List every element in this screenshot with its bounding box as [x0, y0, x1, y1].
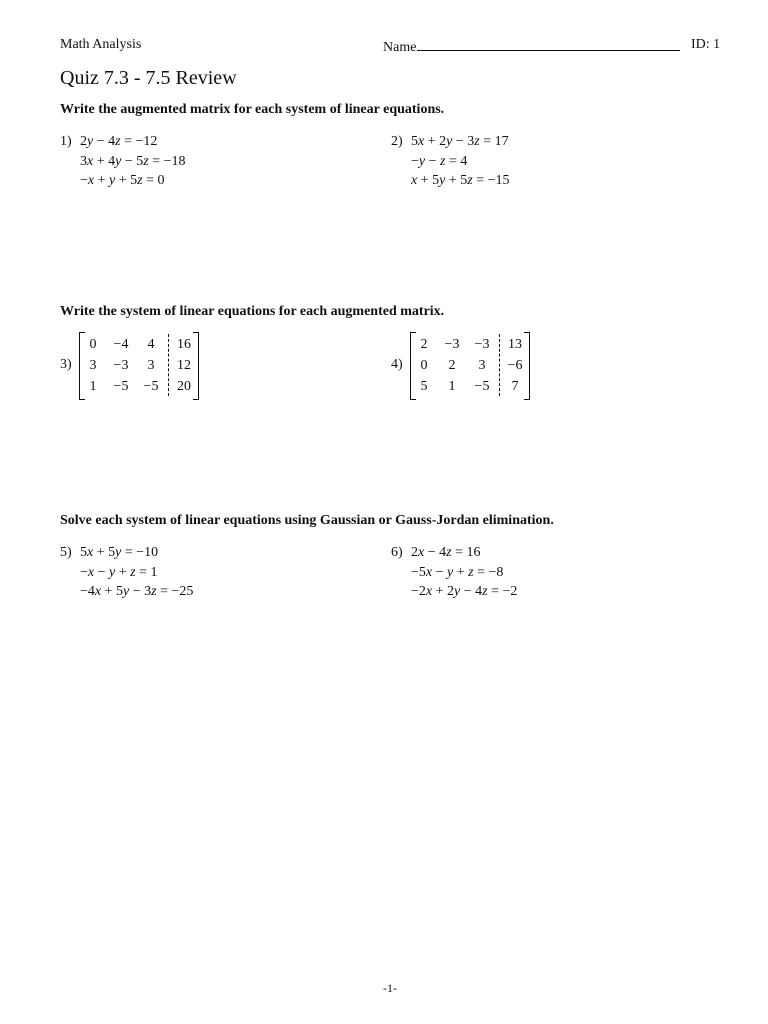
matrix-cell: 7 — [511, 379, 519, 394]
name-label: Name — [383, 40, 417, 55]
equation-line: −2x + 2y − 4z = −2 — [411, 584, 518, 599]
problem-1-number: 1) — [60, 134, 72, 149]
matrix-cell: −5 — [143, 379, 159, 394]
equation-line: −5x − y + z = −8 — [411, 564, 504, 580]
right-bracket — [524, 332, 530, 400]
matrix-cell: −6 — [507, 358, 523, 373]
problem-4-number: 4) — [391, 357, 403, 372]
matrix-cell: 4 — [147, 337, 155, 352]
problem-1-equations — [80, 132, 186, 191]
matrix-cell: 16 — [177, 337, 191, 352]
page-number: -1- — [383, 981, 397, 995]
matrix-cell: −4 — [113, 337, 129, 352]
matrix-cell: 20 — [177, 379, 191, 394]
section-solve-instructions: Solve each system of linear equations using Gaussian or Gauss-Jordan elimination. — [60, 513, 554, 528]
equation-line: 3x + 4y − 5z = −18 — [80, 153, 186, 169]
equation-line: x + 5y + 5z = −15 — [411, 173, 510, 188]
course-name: Math Analysis — [60, 37, 142, 52]
matrix-cell: 1 — [89, 379, 97, 394]
matrix-cell: 3 — [89, 358, 97, 373]
equation-line: 2y − 4z = −12 — [80, 134, 158, 149]
matrix-cell: 0 — [420, 358, 428, 373]
problem-4-matrix — [410, 332, 532, 402]
name-blank-line — [417, 37, 680, 51]
equation-line: −x + y + 5z = 0 — [80, 173, 165, 188]
augment-divider — [499, 334, 500, 396]
matrix-cell: 2 — [448, 358, 456, 373]
equation-line: 2x − 4z = 16 — [411, 545, 481, 560]
problem-5-number: 5) — [60, 545, 72, 560]
problem-2-number: 2) — [391, 134, 403, 149]
matrix-cell: −5 — [113, 379, 129, 394]
equation-line: −4x + 5y − 3z = −25 — [80, 584, 194, 599]
matrix-cell: 13 — [508, 337, 522, 352]
matrix-cell: 3 — [147, 358, 155, 373]
problem-3-matrix — [79, 332, 201, 402]
matrix-cell: −5 — [474, 379, 490, 394]
problem-3-number: 3) — [60, 357, 72, 372]
problem-2-equations — [411, 132, 510, 191]
matrix-cell: 12 — [177, 358, 191, 373]
section-augmented-instructions: Write the augmented matrix for each system of linear equations. — [60, 102, 445, 117]
matrix-cell: 5 — [420, 379, 428, 394]
matrix-cell: −3 — [444, 337, 460, 352]
equation-line: −x − y + z = 1 — [80, 564, 158, 580]
section-system-instructions: Write the system of linear equations for each augmented matrix. — [60, 304, 445, 319]
matrix-cell: 1 — [448, 379, 456, 394]
matrix-cell: −3 — [474, 337, 490, 352]
problem-6-number: 6) — [391, 545, 403, 560]
problem-5-equations — [80, 543, 193, 602]
equation-line: −y − z = 4 — [411, 153, 468, 169]
name-field — [383, 37, 680, 56]
equation-line: 5x + 2y − 3z = 17 — [411, 134, 509, 149]
matrix-cell: 3 — [478, 358, 486, 373]
equation-line: 5x + 5y = −10 — [80, 545, 159, 560]
matrix-cell: 2 — [420, 337, 428, 352]
augment-divider — [168, 334, 169, 396]
right-bracket — [193, 332, 199, 400]
matrix-cell: −3 — [113, 358, 129, 373]
matrix-cell: 0 — [89, 337, 97, 352]
problem-6-equations — [411, 543, 517, 602]
quiz-id: ID: 1 — [691, 37, 721, 52]
page-title: Quiz 7.3 - 7.5 Review — [60, 67, 237, 89]
